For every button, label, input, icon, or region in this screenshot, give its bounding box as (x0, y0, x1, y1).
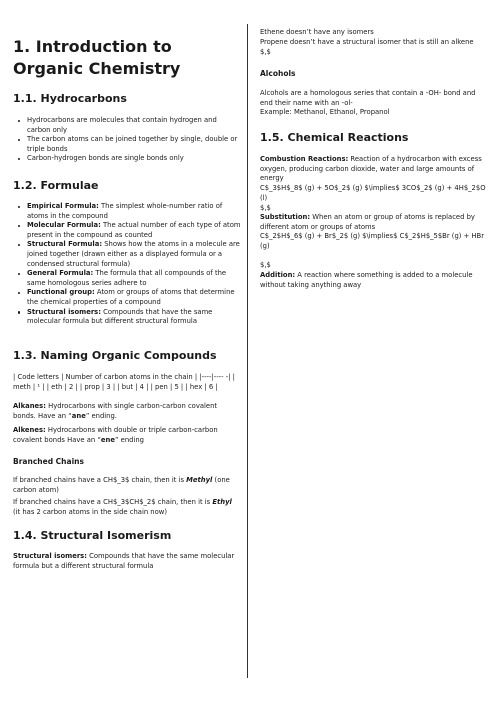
branch-methyl-paragraph (13, 476, 239, 495)
term: Addition: (260, 271, 296, 279)
list-item (27, 288, 241, 307)
hydrocarbons-list (13, 116, 241, 164)
alcohols-paragraph: Alcohols are a homologous series that contain a -OH- bond and end their name with an -ol- (260, 89, 476, 107)
definition: The actual number of each type of atom present in the compound as counted (27, 221, 241, 239)
column-divider (247, 24, 248, 678)
alcohols-heading: Alcohols (260, 69, 296, 78)
separator: $,$ (260, 261, 271, 269)
definition: Atom or groups of atoms that determine the chemical properties of a compound (27, 288, 235, 306)
definition: The simplest whole-number ratio of atoms in the compound (27, 202, 223, 220)
text: When an atom or group of atoms is replaced by different atom or groups of atoms (260, 213, 475, 231)
addition-paragraph (260, 271, 486, 290)
list-item (27, 240, 241, 269)
page-title: 1. Introduction to Organic Chemistry (13, 37, 181, 78)
definition: Shows how the atoms in a molecule are joined together (drawn either as a displayed formula or a condensed structural formula) (27, 240, 240, 268)
formulae-list (13, 202, 241, 327)
definition: The formula that all compounds of the same homologous series adhere to (27, 269, 227, 287)
substitution-paragraph (260, 213, 486, 232)
term: Molecular Formula: (27, 221, 101, 230)
text: If branched chains have a CH$_3$CH$_2$ chain, then it is (13, 498, 213, 506)
term: Alkenes: (13, 426, 46, 434)
alkenes-paragraph (13, 426, 239, 445)
text: Compounds that have the same molecular formula but a different structural formula (13, 552, 235, 570)
list-item: Hydrocarbons are molecules that contain hydrogen and carbon only (27, 116, 241, 135)
term: Combustion Reactions: (260, 155, 349, 163)
branched-chains-heading: Branched Chains (13, 457, 84, 466)
ethene-line: Ethene doesn’t have any isomers (260, 28, 374, 36)
branch-name: Methyl (186, 476, 213, 484)
definition: Compounds that have the same molecular formula but different structural formula (27, 307, 213, 326)
text: Hydrocarbons with single carbon-carbon covalent bonds. Have an “ (13, 402, 218, 420)
term: Structural isomers: (27, 307, 101, 316)
term: Structural isomers: (13, 552, 87, 560)
section-hydrocarbons-heading: 1.1. Hydrocarbons (13, 92, 127, 105)
text: A reaction where something is added to a molecule without taking anything away (260, 271, 473, 289)
term: Functional group: (27, 288, 95, 297)
text: (it has 2 carbon atoms in the side chain now) (13, 507, 167, 516)
suffix: ane (71, 411, 86, 420)
list-item (27, 269, 241, 288)
isomerism-paragraph (13, 552, 239, 571)
naming-table-text: | Code letters | Number of carbon atoms in the chain | |----|---- -| | meth | ¹ | | eth | 2 | | prop | 3 | | but | 4 | | pen | 5 | | hex | 6 | (13, 373, 235, 391)
text: Hydrocarbons with double or triple carbon-carbon covalent bonds Have an “ (13, 426, 218, 444)
term: Structural Formula: (27, 240, 103, 249)
suffix: ene (100, 435, 115, 444)
branch-name: Ethyl (212, 498, 232, 506)
alkanes-paragraph (13, 402, 239, 421)
text: (one carbon atom) (13, 476, 230, 494)
alcohols-example: Example: Methanol, Ethanol, Propanol (260, 108, 390, 116)
list-item: Carbon-hydrogen bonds are single bonds only (27, 154, 241, 164)
separator: $,$ (260, 204, 271, 212)
branch-ethyl-paragraph (13, 498, 239, 517)
term: General Formula: (27, 269, 94, 278)
list-item (27, 308, 241, 327)
list-item: The carbon atoms can be joined together by single, double or triple bonds (27, 135, 241, 154)
combustion-paragraph (260, 155, 486, 184)
text: ” ending (114, 435, 144, 444)
term: Empirical Formula: (27, 202, 99, 210)
list-item (27, 202, 241, 221)
text: ” ending. (85, 411, 117, 420)
list-item (27, 221, 241, 240)
section-isomerism-heading: 1.4. Structural Isomerism (13, 529, 172, 542)
combustion-equation: C$_3$H$_8$ (g) + 5O$_2$ (g) $\implies$ 3CO$_2$ (g) + 4H$_2$O (l) (260, 184, 486, 202)
propene-line: Propene doesn’t have a structural isomer that is still an alkene $,$ (260, 38, 474, 56)
term: Substitution: (260, 213, 311, 221)
text: If branched chains have a CH$_3$ chain, then it is (13, 476, 187, 484)
term: Alkanes: (13, 402, 46, 410)
section-naming-heading: 1.3. Naming Organic Compounds (13, 349, 217, 362)
text: Reaction of a hydrocarbon with excess oxygen, producing carbon dioxide, water and large amounts of energy (260, 155, 482, 183)
section-formulae-heading: 1.2. Formulae (13, 179, 99, 192)
section-reactions-heading: 1.5. Chemical Reactions (260, 131, 409, 144)
substitution-equation: C$_2$H$_6$ (g) + Br$_2$ (g) $\implies$ C$_2$H$_5$Br (g) + HBr (g) (260, 232, 485, 250)
